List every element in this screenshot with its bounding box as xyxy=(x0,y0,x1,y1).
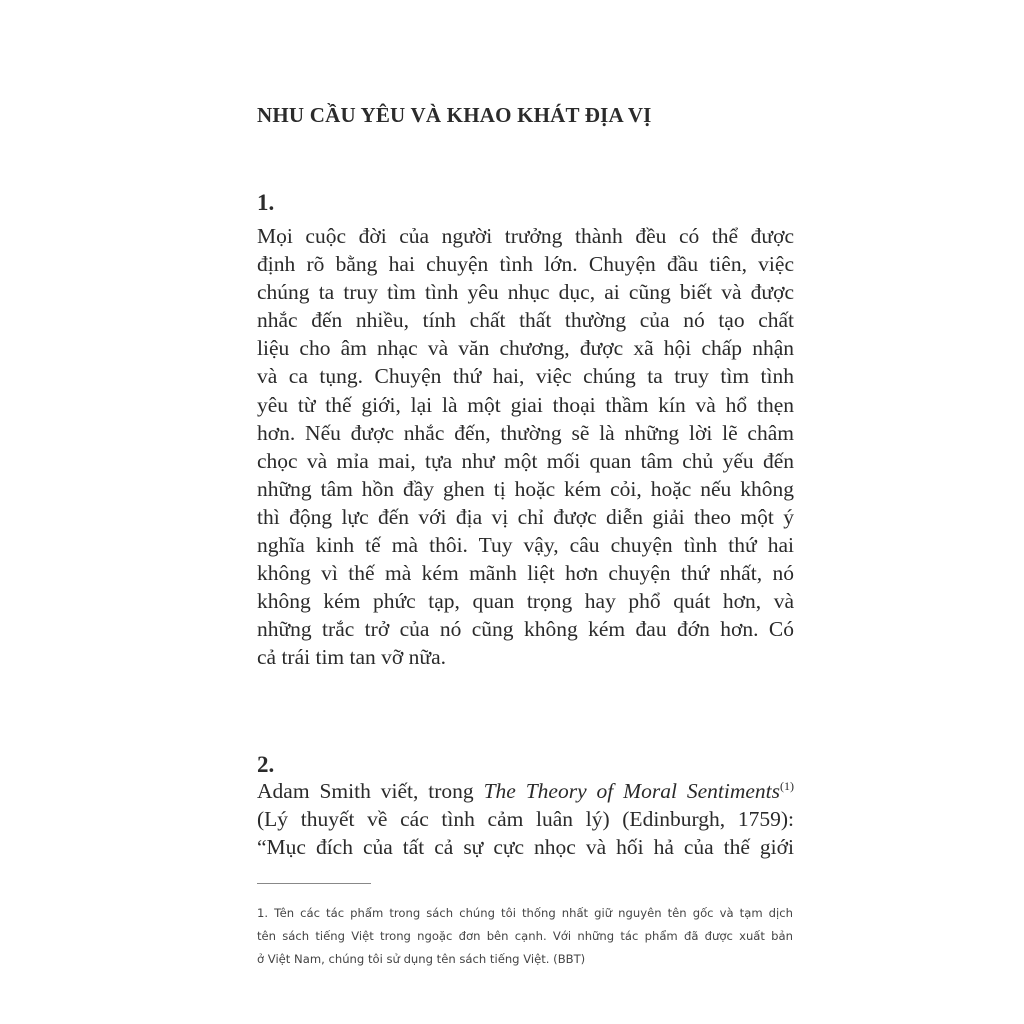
text-line: (Lý thuyết về các tình cảm luân lý) (Edinburgh, 1759): xyxy=(257,807,794,832)
text-line: Mọi cuộc đời của người trưởng thành đều có thể được xyxy=(257,224,794,248)
text-line: những trắc trở của nó cũng không kém đau đớn hơn. Có xyxy=(257,617,794,642)
text-line: liệu cho âm nhạc và văn chương, được xã hội chấp nhận xyxy=(257,336,794,361)
footnote-line: 1. Tên các tác phẩm trong sách chúng tôi thống nhất giữ nguyên tên gốc và tạm dịch xyxy=(257,906,793,920)
footnote-line: tên sách tiếng Việt trong ngoặc đơn bên cạnh. Với những tác phẩm đã được xuất bản xyxy=(257,929,793,943)
text-line: nghĩa kinh tế mà thôi. Tuy vậy, câu chuyện tình thứ hai xyxy=(257,533,794,558)
footnote-line: ở Việt Nam, chúng tôi sử dụng tên sách tiếng Việt. (BBT) xyxy=(257,952,586,966)
text-line xyxy=(257,777,794,805)
section-2-paragraph xyxy=(257,777,794,861)
text-span: Adam Smith viết, trong xyxy=(257,779,484,803)
text-line: yêu từ thế giới, lại là một giai thoại thầm kín và hổ thẹn xyxy=(257,392,794,417)
footnote-ref: (1) xyxy=(780,778,794,793)
text-line: chúng ta truy tìm tình yêu nhục dục, ai cũng biết và được xyxy=(257,280,794,305)
chapter-title: NHU CẦU YÊU VÀ KHAO KHÁT ĐỊA VỊ xyxy=(257,103,652,127)
text-line: nhắc đến nhiều, tính chất thất thường của nó tạo chất xyxy=(257,308,794,333)
text-line: chọc và mỉa mai, tựa như một mối quan tâm chủ yếu đến xyxy=(257,448,794,473)
text-line: những tâm hồn đầy ghen tị hoặc kém cỏi, hoặc nếu không xyxy=(257,476,794,501)
text-line: “Mục đích của tất cả sự cực nhọc và hối hả của thế giới xyxy=(257,835,794,860)
text-line: cả trái tim tan vỡ nữa. xyxy=(257,645,446,670)
text-line: hơn. Nếu được nhắc đến, thường sẽ là những lời lẽ châm xyxy=(257,420,794,445)
section-2-number: 2. xyxy=(257,752,275,777)
text-line: định rõ bằng hai chuyện tình lớn. Chuyện đầu tiên, việc xyxy=(257,252,794,277)
text-line: và ca tụng. Chuyện thứ hai, việc chúng ta truy tìm tình xyxy=(257,364,794,389)
text-line: thì động lực đến với địa vị chỉ được diễn giải theo một ý xyxy=(257,504,794,529)
text-line: không vì thế mà kém mãnh liệt hơn chuyện thứ nhất, nó xyxy=(257,561,794,586)
footnote xyxy=(257,902,793,971)
section-1-number: 1. xyxy=(257,190,275,215)
section-1-paragraph xyxy=(257,222,794,672)
text-line: không kém phức tạp, quan trọng hay phổ quát hơn, và xyxy=(257,589,794,614)
footnote-divider xyxy=(257,883,371,884)
book-title: The Theory of Moral Sentiments xyxy=(483,779,780,803)
